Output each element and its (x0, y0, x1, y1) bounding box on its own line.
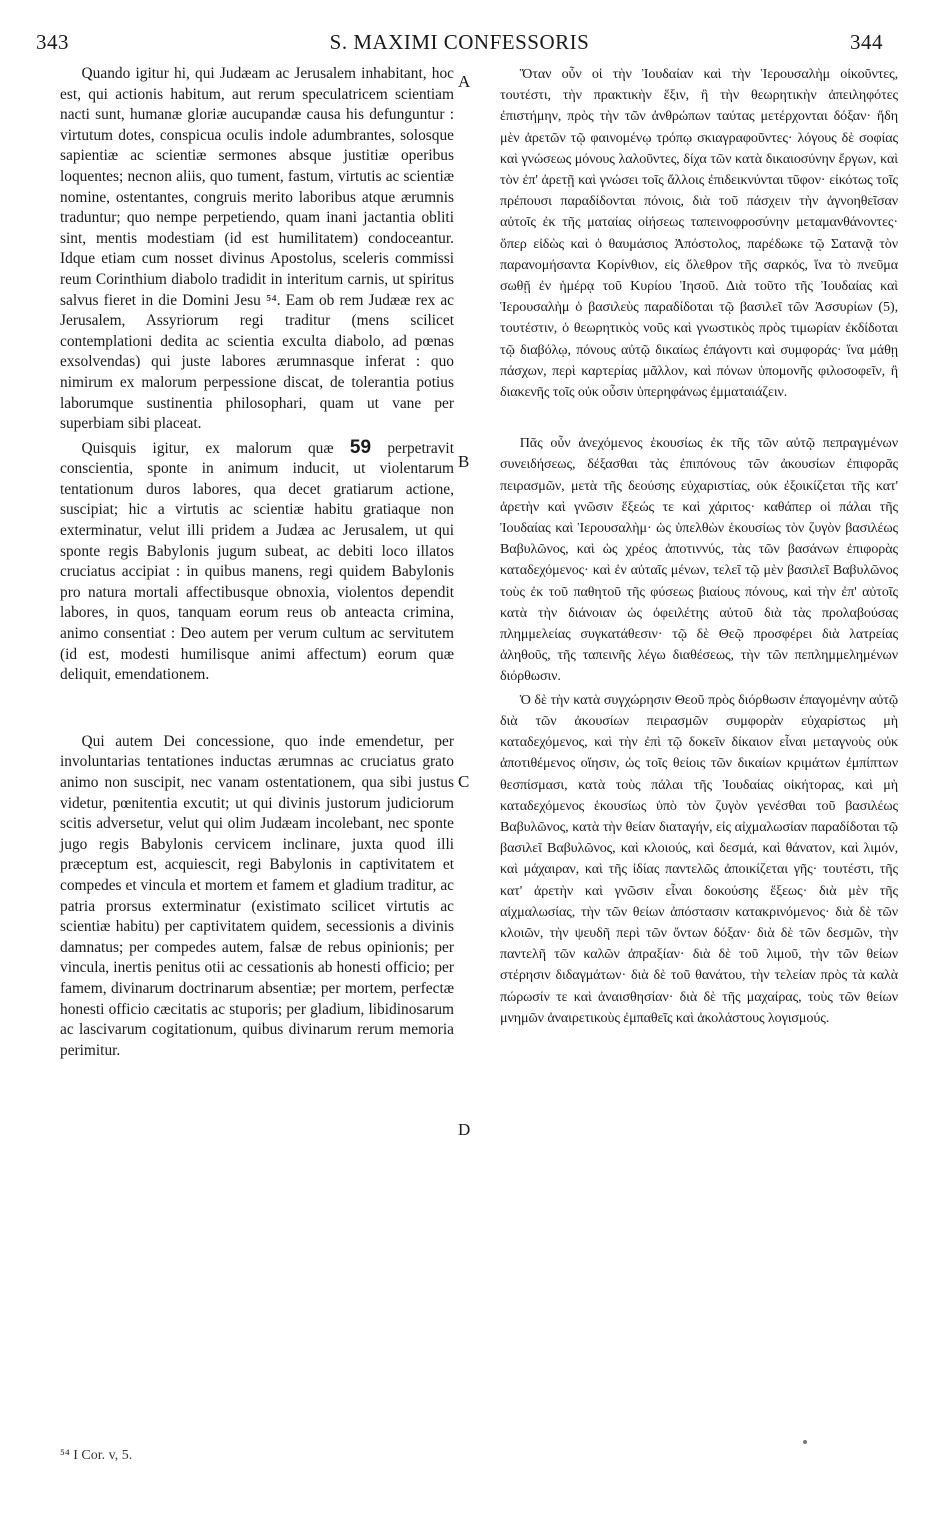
greek-column (500, 64, 898, 1029)
footnote: ⁵⁴ I Cor. v, 5. (60, 1448, 133, 1463)
greek-paragraph-2: Πᾶς οὖν ἀνεχόμενος ἑκουσίως ἐκ τῆς τῶν αὐτῷ πεπραγμένων συνειδήσεως, δέξασθαι τὰς ἐπιπόνους τῶν ἀκουσίων ἐπιφορᾶς πειρασμῶν, μετὰ τῆς δεούσης εὐχαριστίας, οὐκ ἐξοικίζεται τῆς κατ' ἀρετὴν καὶ γνῶσιν ἕξεώς τε καὶ χάριτος· καθάπερ οἱ πάλαι τῆς Ἰουδαίας καὶ Ἱερουσαλὴμ· ὡς ὑπελθὼν ἑκουσίως τὸν ζυγὸν βασιλέως Βαβυλῶνος, καὶ ὡς χρέος ἀποτιννύς, τὰς τῶν βασάνων ἐπιφορὰς καταδεχόμενος· καὶ ἐν αὐταῖς μένων, τελεῖ τῷ μὲν βασιλεῖ Βαβυλῶνος τοὺς ἐκ τοῦ παθητοῦ τῆς φύσεως βιαίους πόνους, καὶ τὴν ἐπ' αὐτοῖς κατὰ τὴν διάνοιαν ὡς ὀφειλέτης αὐτοῦ διὰ τὰς προλαβούσας πλημμελείας συγκατάθεσιν· τῷ δὲ Θεῷ προσφέρει διὰ λατρείας ἀληθοῦς, τῆς ταπεινῆς λέγω διαθέσεως, τὴν τῶν πεπλημμελημένων διόρθωσιν. (500, 435, 898, 685)
latin-column (60, 64, 454, 1061)
section-marker-d: D (458, 1120, 471, 1139)
greek-paragraph-3: Ὁ δὲ τὴν κατὰ συγχώρησιν Θεοῦ πρὸς διόρθωσιν ἐπαγομένην αὐτῷ διὰ τῶν ἀκουσίων πειρασμῶν συμφορὰν εὐχαρίστως μὴ καταδεχόμενος, καὶ τὴν ἐπὶ τῷ δοκεῖν δίκαιον εἶναι μεταγνοὺς οὐκ ἀποτιθέμενος οἴησιν, ὡς τοῖς θείοις τῶν δικαίων κριμάτων ἐμπίπτων θεσπίσμασι, κατὰ τοὺς πάλαι τῆς Ἰουδαίας οἰκήτορας, καὶ μὴ καταδεχόμενος ἑκουσίως ὑπὸ τὸν ζυγὸν γενέσθαι τοῦ βασιλέως Βαβυλῶνος, κατὰ τὴν θείαν διαταγήν, εἰς αἰχμαλωσίαν παραδίδοται τῷ βασιλεῖ Βαβυλῶνος, καὶ κλοιούς, καὶ δεσμά, καὶ θάνατον, καὶ λιμόν, καὶ μάχαιραν, καὶ τῆς ἰδίας παντελῶς ἀποικίζεται γῆς· τουτέστι, τῆς κατ' ἀρετὴν καὶ γνῶσιν εἶναι δοκούσης ἕξεως· διὰ μὲν τῆς αἰχμαλωσίας, τὴν τῶν θείων ἀπόστασιν κατακρινόμενος· διὰ δὲ τῶν κλοιῶν, τὴν ψευδῆ περὶ τῶν ὄντων δόξαν· διὰ δὲ τῶν δεσμῶν, τὴν παντελῆ τῶν καλῶν ἀπραξίαν· διὰ δὲ τοῦ λιμοῦ, τὴν τῶν θείων στέρησιν διδαγμάτων· διὰ δὲ τοῦ θανάτου, τὴν τελείαν πρὸς τὰ καλὰ πώρωσίν τε καὶ ἀναισθησίαν· διὰ δὲ τῆς μαχαίρας, τοὺς τῶν θείων μνημῶν ἀναιρετικοὺς ἐμπαθεῖς καὶ ἀκολάστους λογισμούς. (500, 691, 898, 1026)
latin-paragraph-3: Qui autem Dei concessione, quo inde emendetur, per involuntarias tentationes inductas ærumnas ac cruciatus grato animo non suscipit, nec vanam ostentationem, qua sibi justus videtur, pœnitentia excutit; ut qui divinis justorum judiciorum scitis adversetur, velut qui olim Judæam incolebant, nec sponte jugo regis Babylonis cervicem inclinare, juxta quod illi præceptum est, acquiescit, regi Babylonis in captivitatem et compedes et vincula et mortem et famem et gladium traditur, ac patria prorsus exterminatur (existimato scilicet virtutis ac scientiæ habitu) per captivitatem quidem, secessionis a divinis damnatus; per compedes autem, falsæ de rebus opinionis; per vincula, inertis penitus otii ac cessationis ab honesti officio; per famem, divinarum doctrinarum absentiæ; per mortem, perfectæ honesti officio cæcitatis ac stuporis; per gladium, libidinosarum ac lascivarum cogitationum, quibus divinarum rerum memoria perimitur. (60, 732, 454, 1059)
latin-paragraph-2 (60, 438, 454, 686)
page-header (36, 30, 883, 60)
section-marker-b: B (458, 452, 470, 471)
column-number-marker: 59 (349, 436, 372, 458)
greek-paragraph-1: Ὅταν οὖν οἱ τὴν Ἰουδαίαν καὶ τὴν Ἱερουσαλὴμ οἰκοῦντες, τουτέστι, τὴν πρακτικὴν ἕξιν, ἢ τὴν θεωρητικὴν ἀπειληφότες ἐπιστήμην, πρὸς τὴν τῶν ἀνθρώπων ταύτας μετέρχονται δόξαν· ἤδη μὲν ἀρετῶν τῷ φαινομένῳ τρόπῳ σκιαγραφοῦντες· λόγους δὲ σοφίας καὶ γνώσεως μόνους λαλοῦντες, δίχα τῶν κατὰ δικαιοσύνην ἔργων, καὶ τὸν ἐπ' ἀρετῇ καὶ γνώσει τοῖς ἄλλοις ἐπιδεικνύνται τῦφον· εἰκότως τοῖς πρέπουσι παραδίδονται πόνοις, διὰ τοῦ πάσχειν τὴν ἀγνοηθεῖσαν αὐτοῖς ἐκ τῆς ματαίας οἰήσεως ταπεινοφροσύνην μεταμανθάνοντες· ὅπερ εἰδὼς καὶ ὁ θαυμάσιος Ἀπόστολος, παρέδωκε τῷ Σατανᾷ τὸν παρανομήσαντα Κορίνθιον, εἰς ὄλεθρον τῆς σαρκός, ἵνα τὸ πνεῦμα σωθῇ ἐν ἡμέρᾳ τοῦ Κυρίου Ἰησοῦ. Διὰ τοῦτο τῆς Ἰουδαίας καὶ Ἱερουσαλὴμ ὁ βασιλεὺς παραδίδοται τῷ βασιλεῖ τῶν Ἀσσυρίων (5), τουτέστιν, ὁ θεωρητικὸς νοῦς καὶ γνωστικὸς πρὸς τιμωρίαν ἐκδίδοται τῷ διαβόλῳ, πόνους αὐτῷ δικαίως ἐπάγοντι καὶ συμφοράς· ἵνα μάθῃ πάσχων, περὶ καρτερίας μᾶλλον, καὶ πόνων ὑπομονῆς φιλοσοφεῖν, ἢ διακενῆς τοῖς οὐκ οὖσιν ὑπερηφάνως ἐμματαιάζειν. (500, 66, 898, 401)
print-speck (803, 1440, 807, 1444)
page-number-right: 344 (850, 30, 883, 54)
latin-paragraph-1: Quando igitur hi, qui Judæam ac Jerusalem inhabitant, hoc est, qui actionis habitum, aut rerum speculatricem scientiam nacti sunt, humanæ gloriæ aucupandæ causa his defunguntur : virtutum dotes, conspicua oculis indole adumbrantes, solosque sapientiæ ac scientiæ sermones absque justitiæ operibus loquentes; necnon aliis, quo tument, fastum, virtutis ac scientiæ nomine, ostentantes, congruis merito laboribus atque ærumnis traduntur; quo nempe perpetiendo, quam inani jactantia obliti sint, mentis modestiam (id est humilitatem) condoceantur. Idque etiam cum nosset divinus Apostolus, sceleris commissi reum Corinthium diabolo tradidit in interitum carnis, ut spiritus salvus fieret in die Domini Jesu ⁵⁴. Eam ob rem Judææ rex ac Jerusalem, Assyriorum regi traditur (mens scilicet contemplationi dedita ac scientia exculta diabolo, ad pœnas exsolvendas) qui juste labores ærumnasque inferat : quo nimirum ex malorum perpessione discat, de tolerantia potius laborumque sustinentia philosophari, quam ut vane per superbiam sibi placeat. (60, 65, 454, 433)
running-title: S. MAXIMI CONFESSORIS (329, 30, 590, 54)
latin-paragraph-2-start: Quisquis igitur, ex malorum quæ (81, 439, 334, 457)
latin-paragraph-2-rest: perpetravit conscientia, sponte in animum inducit, ut violentarum tentationum duros labores, qua decet gratiarum actione, suscipiat; hic a virtutis ac scientiæ habitu gratiaque non exterminatur, velut illi pridem a Judæa ac Jerusalem, ut qui sponte regis Babylonis jugum subeat, ac debiti loco illatos cruciatus accipiat : in quibus manens, regi quidem Babylonis pro natura mortali affectibusque obnoxia, violentos dependit labores, in quos, tanquam eorum reus ob anteacta crimina, animo consentiat : Deo autem per verum cultum ac servitutem (id est, modesti humilisque animi affectum) eorum quæ deliquit, emendationem. (60, 439, 454, 684)
page-number-left: 343 (36, 30, 69, 54)
section-marker-c: C (458, 772, 470, 791)
section-marker-a: A (458, 72, 471, 91)
